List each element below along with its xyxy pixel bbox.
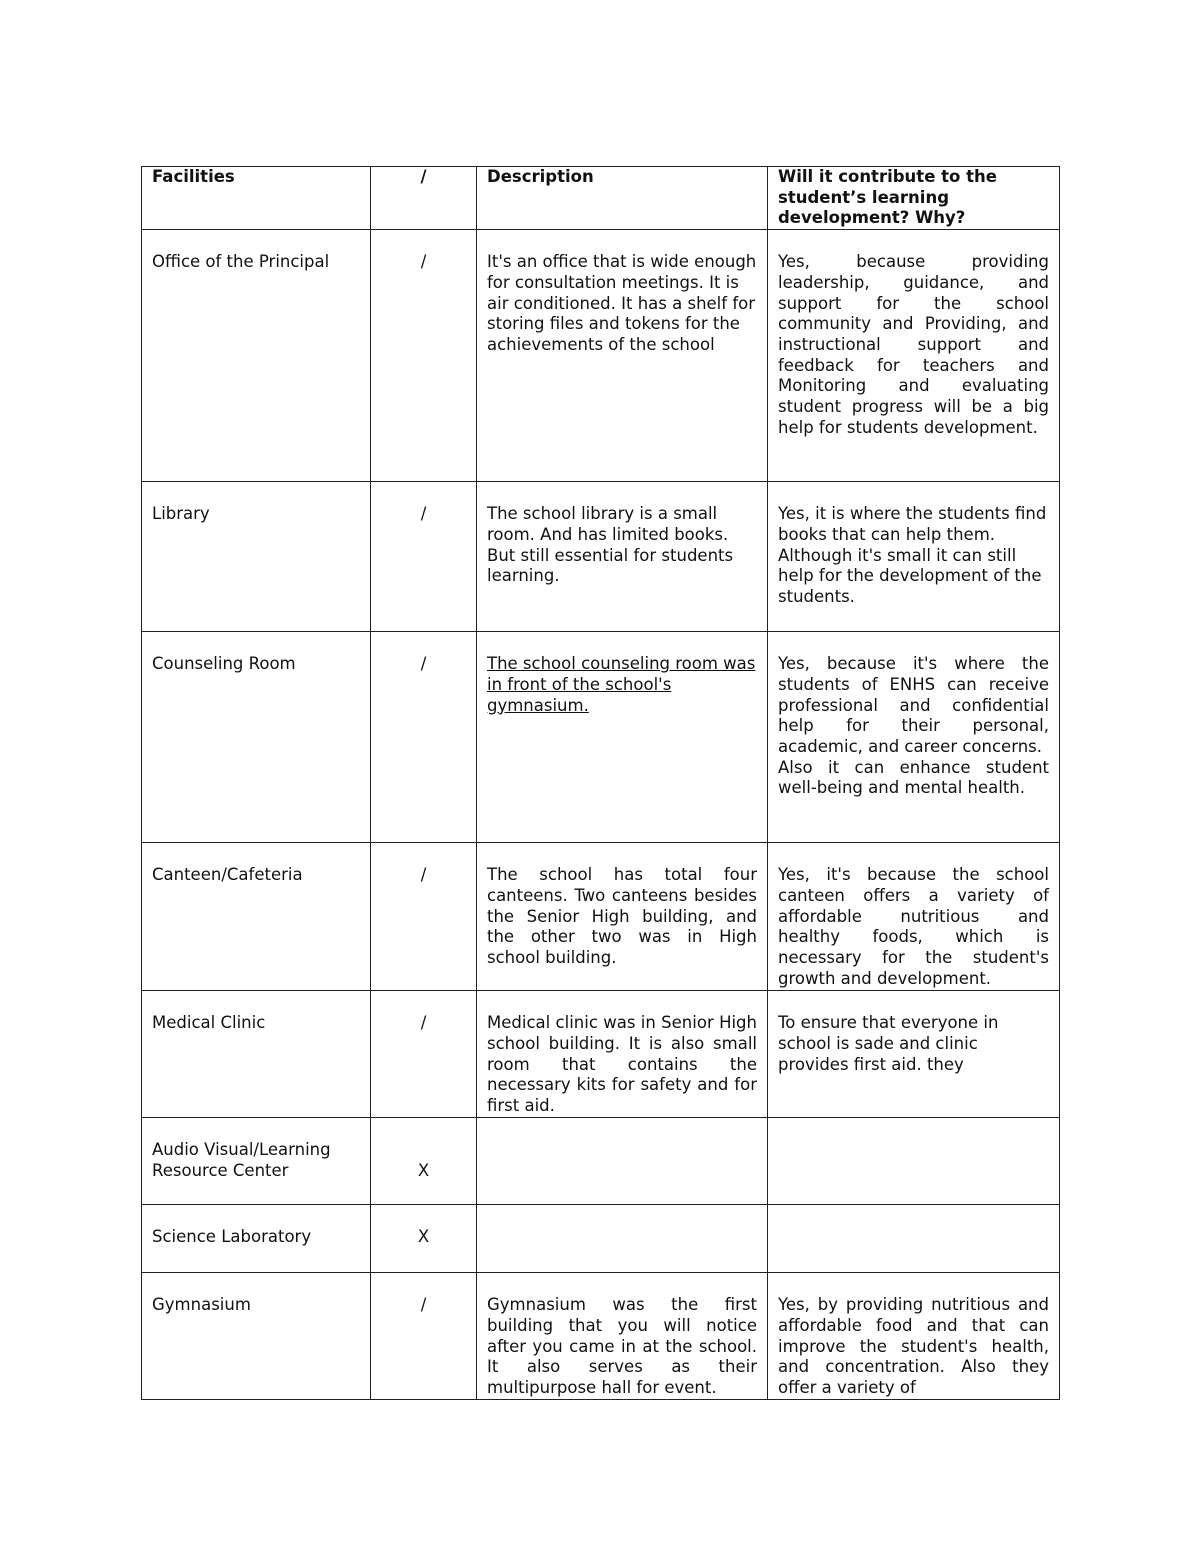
table-row (142, 843, 1060, 991)
mark-cell: / (371, 843, 477, 991)
header-facilities: Facilities (142, 167, 371, 230)
description-underlined-text: The school counseling room was in front of the school's gymnasium. (487, 654, 756, 715)
description-cell (477, 1118, 768, 1205)
mark-cell: / (371, 991, 477, 1118)
table-row (142, 1273, 1060, 1400)
facility-cell: Science Laboratory (142, 1205, 371, 1273)
description-cell: The school library is a small room. And has limited books. But still essential for students learning. (477, 482, 768, 632)
mark-cell: X (371, 1205, 477, 1273)
mark-cell: X (371, 1118, 477, 1205)
contribution-cell (768, 1118, 1060, 1205)
facility-cell: Office of the Principal (142, 230, 371, 482)
contribution-cell: Yes, it is where the students find books that can help them. Although it's small it can still help for the development of the students. (768, 482, 1060, 632)
contribution-extra-text: Also it can enhance student well-being and mental health. (778, 757, 1049, 798)
table-row (142, 1118, 1060, 1205)
contribution-cell: Yes, because providing leadership, guidance, and support for the school community and Providing, and instructional support and feedback for teachers and Monitoring and evaluating student progress will be a big help for students development. (768, 230, 1060, 482)
mark-cell: / (371, 482, 477, 632)
facility-cell: Audio Visual/Learning Resource Center (142, 1118, 371, 1205)
facility-cell: Gymnasium (142, 1273, 371, 1400)
table-row (142, 1205, 1060, 1273)
contribution-cell: To ensure that everyone in school is sade and clinic provides first aid. they (768, 991, 1060, 1118)
mark-cell: / (371, 1273, 477, 1400)
contribution-cell: Yes, by providing nutritious and affordable food and that can improve the student's health, and concentration. Also they offer a variety of (768, 1273, 1060, 1400)
facility-cell: Counseling Room (142, 632, 371, 843)
facility-cell: Library (142, 482, 371, 632)
table-header-row (142, 167, 1060, 230)
table-row (142, 230, 1060, 482)
contribution-cell (768, 632, 1060, 843)
header-mark: / (371, 167, 477, 230)
facilities-table (141, 166, 1060, 1400)
contribution-text: Yes, because it's where the students of ENHS can receive professional and confidential help for their personal, academic, and career concerns. (778, 654, 1049, 756)
table-row (142, 991, 1060, 1118)
contribution-cell: Yes, it's because the school canteen offers a variety of affordable nutritious and healthy foods, which is necessary for the student's growth and development. (768, 843, 1060, 991)
description-cell: The school has total four canteens. Two canteens besides the Senior High building, and the other two was in High school building. (477, 843, 768, 991)
description-cell: Medical clinic was in Senior High school building. It is also small room that contains the necessary kits for safety and for first aid. (477, 991, 768, 1118)
mark-cell: / (371, 632, 477, 843)
header-contribution: Will it contribute to the student’s learning development? Why? (768, 167, 1060, 230)
header-description: Description (477, 167, 768, 230)
table-row (142, 632, 1060, 843)
mark-cell: / (371, 230, 477, 482)
description-cell (477, 1205, 768, 1273)
description-cell (477, 632, 768, 843)
description-cell: Gymnasium was the first building that you will notice after you came in at the school. It also serves as their multipurpose hall for event. (477, 1273, 768, 1400)
facility-cell: Medical Clinic (142, 991, 371, 1118)
table-row (142, 482, 1060, 632)
contribution-cell (768, 1205, 1060, 1273)
facility-cell: Canteen/Cafeteria (142, 843, 371, 991)
description-cell: It's an office that is wide enough for consultation meetings. It is air conditioned. It has a shelf for storing files and tokens for the achievements of the school (477, 230, 768, 482)
